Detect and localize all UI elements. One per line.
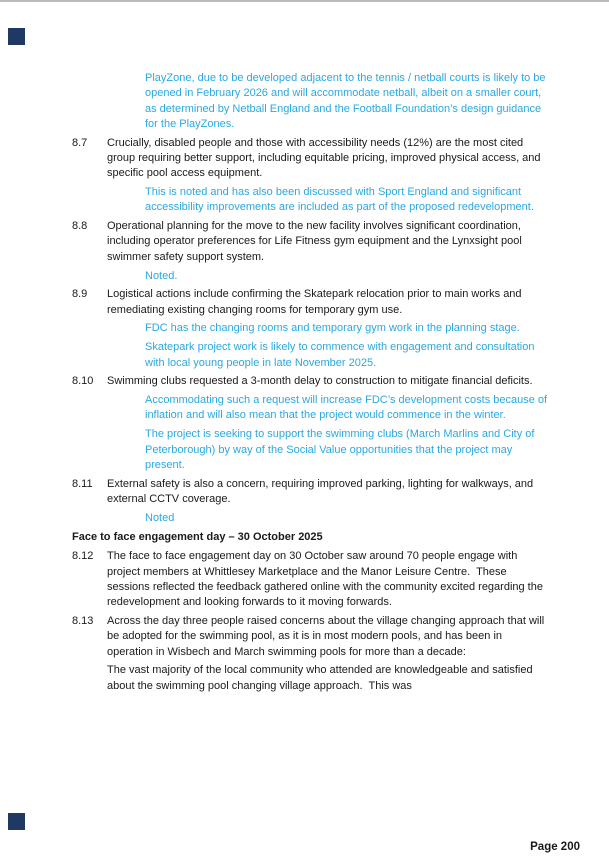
corner-marker-bottom-icon (8, 813, 25, 830)
paragraph-8-10 (72, 374, 552, 389)
paragraph-number: 8.9 (72, 288, 88, 301)
paragraph-8-8 (72, 219, 552, 265)
paragraph-text: Operational planning for the move to the new facility involves significant coordination, including operator preferences for Life Fitness gym equipment and the Lynxsight pool swimmer safety support system. (107, 220, 525, 263)
paragraph-8-13 (72, 614, 552, 660)
paragraph-8-7 (72, 136, 552, 182)
paragraph-8-11 (72, 477, 552, 508)
response-paragraph-accommodating: Accommodating such a request will increase FDC’s development costs because of inflation and will also mean that the project would commence in the winter. (145, 394, 551, 422)
paragraph-number: 8.8 (72, 220, 88, 233)
response-paragraph-noted-sport-england: This is noted and has also been discussed with Sport England and significant accessibility improvements are included as part of the proposed redevelopment. (145, 186, 534, 214)
paragraph-number: 8.10 (72, 375, 94, 388)
paragraph-8-9 (72, 287, 552, 318)
response-paragraph-fdc: FDC has the changing rooms and temporary gym work in the planning stage. (145, 322, 520, 335)
paragraph-number: 8.12 (72, 550, 94, 563)
paragraph-8-12 (72, 549, 552, 610)
paragraph-text: Across the day three people raised concerns about the village changing approach that will be adopted for the swimming pool, as it is in most modern pools, and has been in operation in Wisbech and March swimming pools for more than a decade: (107, 615, 548, 658)
response-paragraph-noted: Noted. (145, 269, 178, 282)
paragraph-vast-majority: The vast majority of the local community who attended are knowledgeable and satisfied about the swimming pool changing village approach. This was (107, 664, 536, 692)
corner-marker-top-icon (8, 28, 25, 45)
paragraph-text: The face to face engagement day on 30 October saw around 70 people engage with project members at Whittlesey Marketplace and the Manor Leisure Centre. These sessions reflected the feedback gathered online with the community excited regarding the redevelopment and looking forwards to it moving forwards. (107, 550, 547, 609)
footer-page-number: Page 200 (530, 841, 580, 853)
response-paragraph-social-value: The project is seeking to support the swimming clubs (March Marlins and City of Peterborough) by way of the Social Value opportunities that the project may present. (145, 428, 538, 471)
response-paragraph-noted-2: Noted (145, 511, 175, 524)
response-paragraph-playzone: PlayZone, due to be developed adjacent to the tennis / netball courts is likely to be opened in February 2026 and will accommodate netball, albeit on a smaller court, as determined by Netball England and the Football Foundation’s design guidance for the PlayZones. (145, 72, 549, 130)
page-content (72, 71, 552, 697)
paragraph-number: 8.7 (72, 136, 88, 149)
paragraph-text: Logistical actions include confirming the Skatepark relocation prior to main works and remediating existing changing rooms for temporary gym use. (107, 288, 525, 316)
paragraph-text: External safety is also a concern, requiring improved parking, lighting for walkways, and external CCTV coverage. (107, 477, 537, 505)
response-paragraph-skatepark: Skatepark project work is likely to commence with engagement and consultation with local young people in late November 2025. (145, 341, 538, 369)
paragraph-number: 8.13 (72, 615, 94, 627)
paragraph-number: 8.11 (72, 477, 93, 490)
paragraph-text: Swimming clubs requested a 3-month delay to construction to mitigate financial deficits. (107, 375, 533, 388)
paragraph-text: Crucially, disabled people and those with accessibility needs (12%) are the most cited group requiring better support, including equitable pricing, improved physical access, and specific pool access equipment. (107, 136, 544, 180)
section-heading: Face to face engagement day – 30 October 2025 (72, 530, 323, 543)
